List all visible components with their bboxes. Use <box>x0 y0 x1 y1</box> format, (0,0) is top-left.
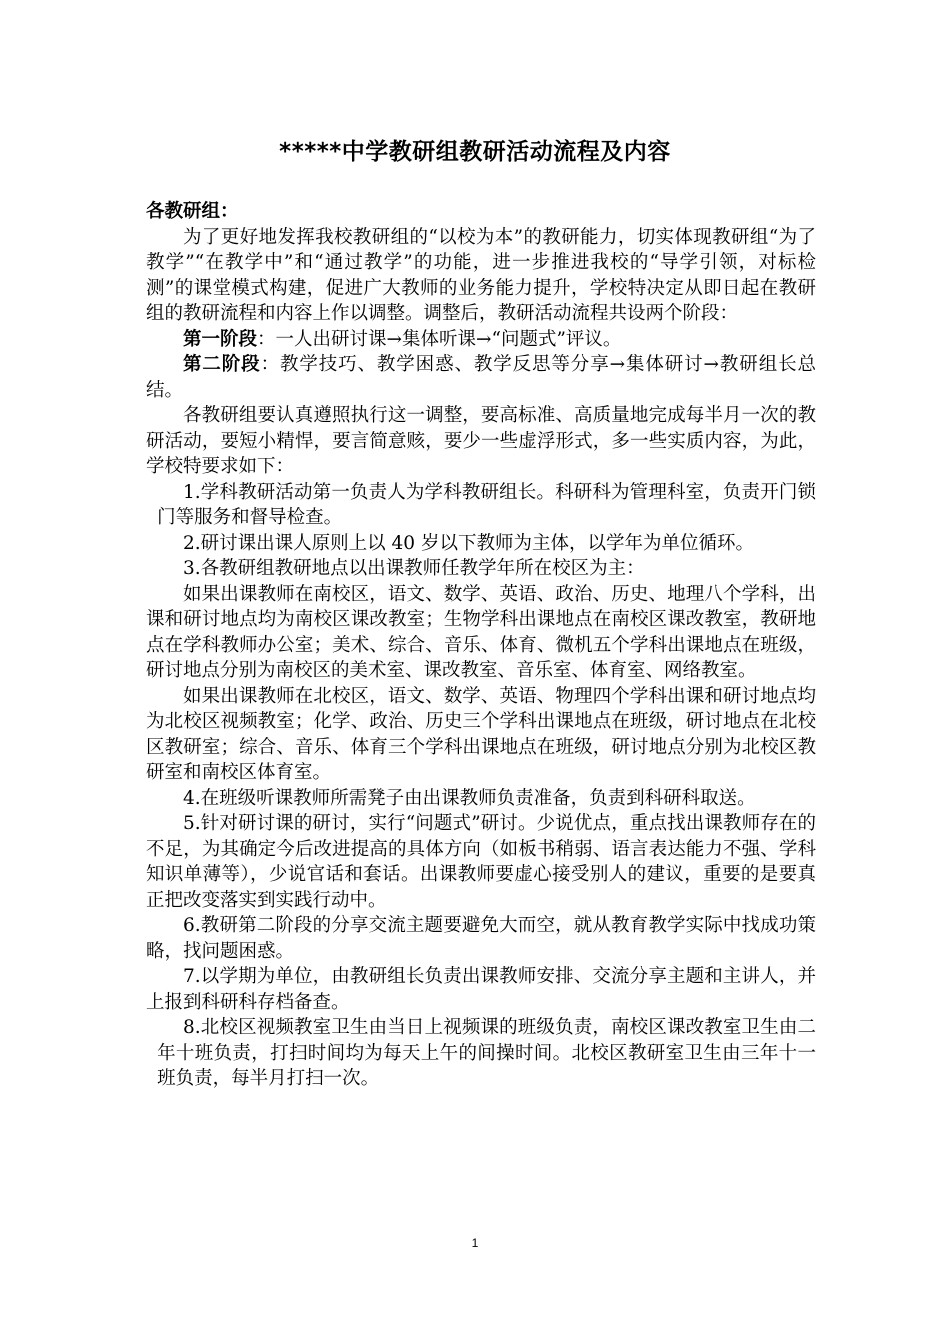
stage-1-label: 第一阶段 <box>183 328 258 350</box>
requirement-item-2: 2.研讨课出课人原则上以 40 岁以下教师为主体，以学年为单位循环。 <box>183 532 754 554</box>
requirement-item-3-north: 如果出课教师在北校区，语文、数学、英语、物理四个学科出课和研讨地点均为北校区视频教室；化学、政治、历史三个学科出课地点在班级，研讨地点在北校区教研室；综合、音乐、体育三个学科出课地点在班级，研讨地点分别为北校区教研室和南校区体育室。 <box>146 685 816 783</box>
requirement-item-8: 8.北校区视频教室卫生由当日上视频课的班级负责，南校区课改教室卫生由二年十班负责，打扫时间均为每天上午的间操时间。北校区教研室卫生由三年十一班负责，每半月打扫一次。 <box>157 1017 816 1089</box>
page-number: 1 <box>471 1236 479 1250</box>
requirement-item-6: 6.教研第二阶段的分享交流主题要避免大而空，就从教育教学实际中找成功策略，找问题困惑。 <box>146 915 816 962</box>
requirement-item-4: 4.在班级听课教师所需凳子由出课教师负责准备，负责到科研科取送。 <box>183 787 756 809</box>
stage-1-text: ：一人出研讨课→集体听课→“问题式”评议。 <box>257 328 622 350</box>
stage-1-paragraph <box>146 327 816 353</box>
requirement-item-3-south: 如果出课教师在南校区，语文、数学、英语、政治、历史、地理八个学科，出课和研讨地点均为南校区课改教室；生物学科出课地点在南校区课改教室，教研地点在学科教师办公室；美术、综合、音乐、体育、微机五个学科出课地点在班级，研讨地点分别为南校区的美术室、课改教室、音乐室、体育室、网络教室。 <box>146 583 816 681</box>
requirement-item-3: 3.各教研组教研地点以出课教师任教学年所在校区为主： <box>183 558 645 579</box>
document-body <box>146 199 816 1092</box>
requirement-item-7: 7.以学期为单位，由教研组长负责出课教师安排、交流分享主题和主讲人，并上报到科研科存档备查。 <box>146 966 816 1013</box>
stage-2-paragraph <box>146 352 816 403</box>
requirements-intro: 各教研组要认真遵照执行这一调整，要高标准、高质量地完成每半月一次的教研活动，要短小精悍，要言简意赅，要少一些虚浮形式，多一些实质内容，为此，学校特要求如下： <box>146 405 816 477</box>
document-title: *****中学教研组教研活动流程及内容 <box>279 139 671 165</box>
stage-2-text: ：教学技巧、教学困惑、教学反思等分享→集体研讨→教研组长总结。 <box>146 354 816 401</box>
intro-paragraph: 为了更好地发挥我校教研组的“以校为本”的教研能力，切实体现教研组“为了教学”“在教学中”和“通过教学”的功能，进一步推进我校的“导学引领，对标检测”的课堂模式构建，促进广大教师的业务能力提升，学校特决定从即日起在教研组的教研流程和内容上作以调整。调整后，教研活动流程共设两个阶段： <box>146 226 816 324</box>
greeting: 各教研组： <box>146 201 239 222</box>
requirement-item-1: 1.学科教研活动第一负责人为学科教研组长。科研科为管理科室，负责开门锁门等服务和督导检查。 <box>157 481 816 528</box>
stage-2-label: 第二阶段 <box>183 354 261 375</box>
requirement-item-5: 5.针对研讨课的研讨，实行“问题式”研讨。少说优点，重点找出课教师存在的不足，为其确定今后改进提高的具体方向（如板书稍弱、语言表达能力不强、学科知识单薄等），少说官话和套话。出课教师要虚心接受别人的建议，重要的是要真正把改变落实到实践行动中。 <box>146 813 816 911</box>
